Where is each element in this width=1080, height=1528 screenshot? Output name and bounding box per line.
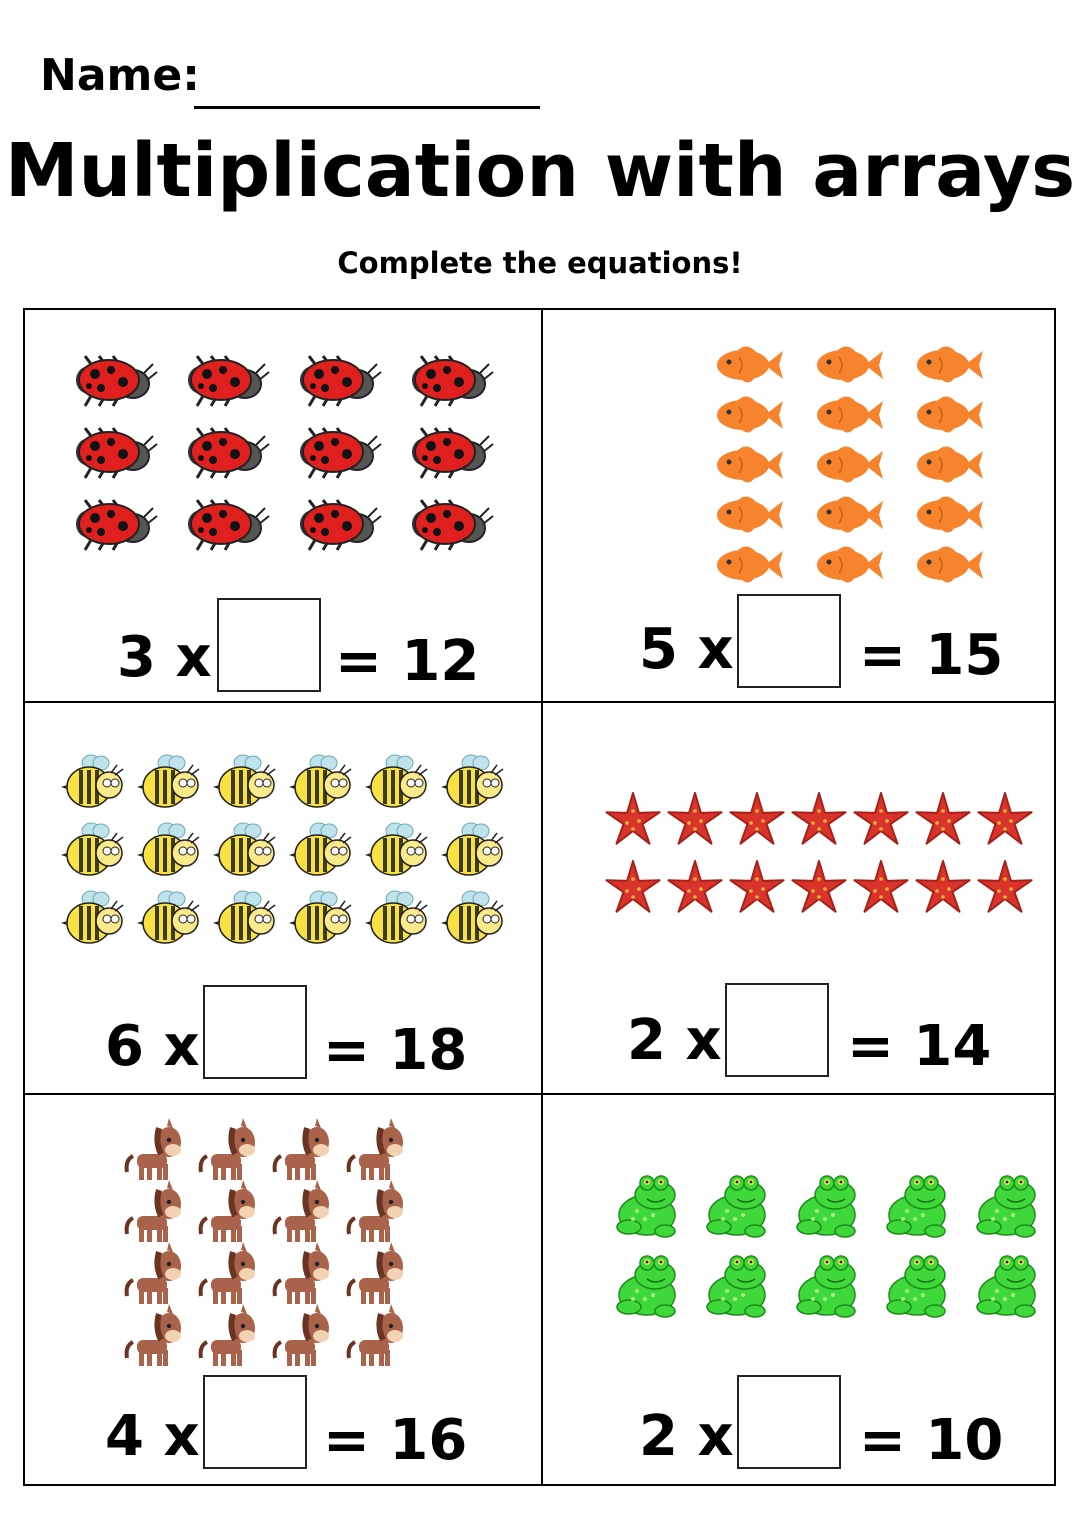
ladybug-icon [188,428,269,478]
equation-result: = 14 [847,1014,992,1079]
ladybug-icon [300,356,381,406]
ladybug-icon [76,356,157,406]
answer-box[interactable] [725,983,829,1077]
horse-icon [201,1242,255,1304]
ladybug-icon [188,500,269,550]
goldfish-icon [817,346,883,382]
bee-icon [213,755,275,807]
bee-icon [365,755,427,807]
equation-factor: 5 x [639,617,734,682]
equation [543,981,1056,1081]
horse-icon [275,1304,329,1366]
starfish-icon [792,861,845,912]
equation [543,1373,1056,1473]
bee-icon [441,755,503,807]
horse-array [25,1095,541,1380]
bee-icon [137,823,199,875]
goldfish-icon [917,446,983,482]
starfish-icon [854,793,907,844]
worksheet-instructions: Complete the equations! [337,246,743,280]
equation-result: = 12 [335,629,480,694]
answer-box[interactable] [203,1375,307,1469]
problem-card-bees [25,703,541,1093]
starfish-icon [978,861,1031,912]
frog-icon [707,1176,765,1237]
horse-icon [349,1304,403,1366]
problem-card-starfish [543,703,1056,1093]
equation [25,983,541,1083]
goldfish-icon [917,546,983,582]
horse-icon [201,1118,255,1180]
bee-icon [213,891,275,943]
frog-icon [797,1176,855,1237]
ladybug-icon [300,428,381,478]
equation-factor: 3 x [117,625,212,690]
goldfish-icon [717,446,783,482]
equation-factor: 2 x [627,1008,722,1073]
goldfish-icon [717,546,783,582]
ladybug-array [25,310,541,610]
bee-icon [137,755,199,807]
frog-icon [977,1256,1035,1317]
frog-icon [887,1176,945,1237]
bee-icon [441,891,503,943]
goldfish-icon [817,446,883,482]
ladybug-icon [412,500,493,550]
name-write-line[interactable] [194,106,540,109]
problem-card-horses [25,1095,541,1484]
equation-factor: 4 x [105,1404,200,1469]
goldfish-icon [817,496,883,532]
frog-icon [707,1256,765,1317]
worksheet-title: Multiplication with arrays [4,128,1076,214]
starfish-icon [854,861,907,912]
fish-array [543,310,1056,610]
frog-array [543,1095,1056,1380]
starfish-icon [730,793,783,844]
ladybug-icon [412,428,493,478]
ladybug-icon [412,356,493,406]
frog-icon [977,1176,1035,1237]
starfish-icon [916,793,969,844]
ladybug-icon [76,500,157,550]
problem-grid [23,308,1056,1486]
bee-icon [365,823,427,875]
bee-icon [61,823,123,875]
equation-result: = 10 [859,1408,1004,1473]
goldfish-icon [817,396,883,432]
bee-icon [61,891,123,943]
ladybug-icon [188,356,269,406]
horse-icon [127,1304,181,1366]
goldfish-icon [917,496,983,532]
answer-box[interactable] [737,594,841,688]
horse-icon [275,1180,329,1242]
starfish-icon [668,793,721,844]
starfish-array [543,703,1056,973]
goldfish-icon [917,346,983,382]
goldfish-icon [717,346,783,382]
bee-icon [213,823,275,875]
equation [543,592,1056,692]
equation-result: = 18 [323,1018,468,1083]
equation-factor: 6 x [105,1014,200,1079]
horse-icon [127,1242,181,1304]
starfish-icon [916,861,969,912]
horse-icon [127,1118,181,1180]
horse-icon [201,1180,255,1242]
horse-icon [201,1304,255,1366]
bee-array [25,703,541,993]
starfish-icon [730,861,783,912]
bee-icon [289,891,351,943]
starfish-icon [668,861,721,912]
answer-box[interactable] [217,598,321,692]
ladybug-icon [300,500,381,550]
frog-icon [617,1176,675,1237]
goldfish-icon [817,546,883,582]
starfish-icon [606,861,659,912]
bee-icon [365,891,427,943]
ladybug-icon [76,428,157,478]
starfish-icon [606,793,659,844]
bee-icon [289,755,351,807]
bee-icon [289,823,351,875]
goldfish-icon [917,396,983,432]
goldfish-icon [717,396,783,432]
name-label: Name: [40,50,200,101]
bee-icon [137,891,199,943]
equation-result: = 15 [859,623,1004,688]
equation-factor: 2 x [639,1404,734,1469]
horse-icon [127,1180,181,1242]
starfish-icon [792,793,845,844]
equation [25,596,541,696]
problem-card-frogs [543,1095,1056,1484]
answer-box[interactable] [737,1375,841,1469]
frog-icon [797,1256,855,1317]
frog-icon [617,1256,675,1317]
problem-card-ladybugs [25,310,541,701]
bee-icon [441,823,503,875]
goldfish-icon [717,496,783,532]
horse-icon [349,1118,403,1180]
equation [25,1373,541,1473]
bee-icon [61,755,123,807]
frog-icon [887,1256,945,1317]
problem-card-fish [543,310,1056,701]
starfish-icon [978,793,1031,844]
horse-icon [275,1118,329,1180]
horse-icon [349,1242,403,1304]
equation-result: = 16 [323,1408,468,1473]
horse-icon [349,1180,403,1242]
answer-box[interactable] [203,985,307,1079]
horse-icon [275,1242,329,1304]
